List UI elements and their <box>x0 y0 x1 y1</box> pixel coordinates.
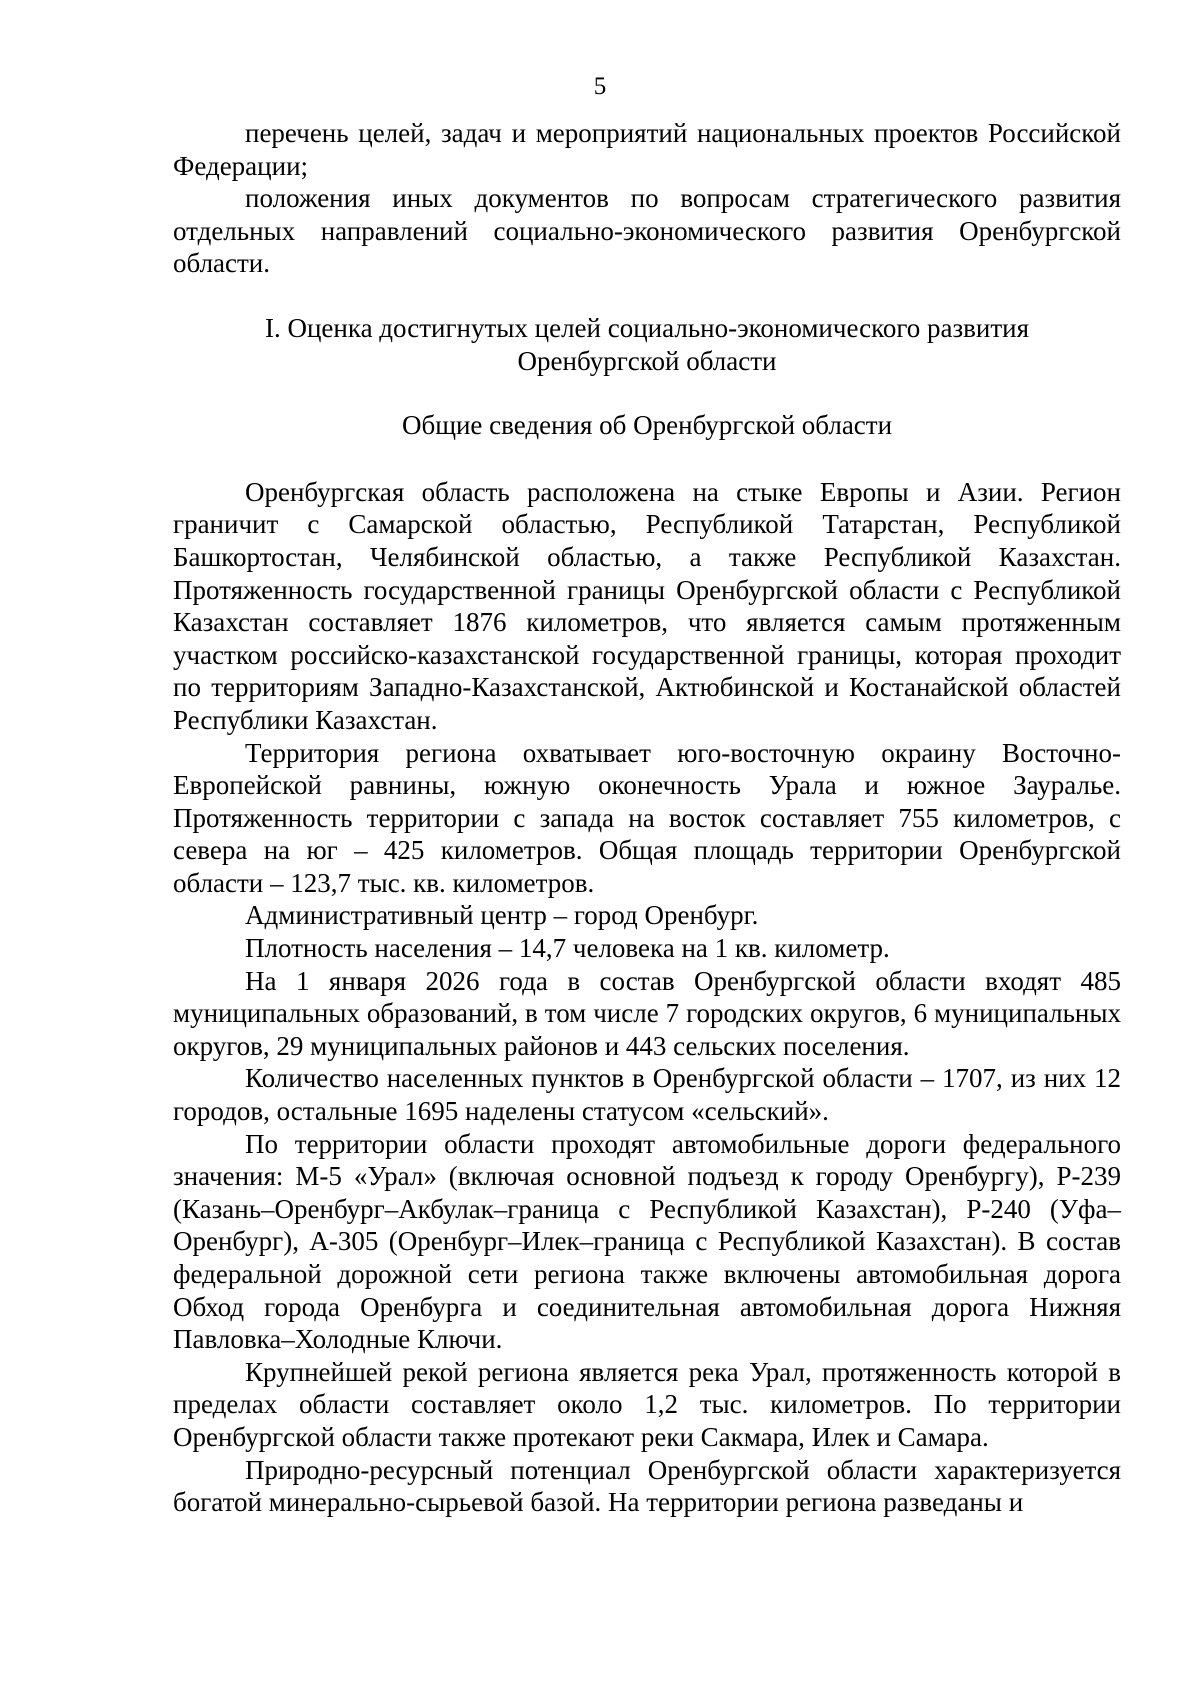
body-paragraph-density: Плотность населения – 14,7 человека на 1 кв. километр. <box>245 933 890 964</box>
body-paragraph-territory: Территория региона охватывает юго-восточную окраину Восточно-Европейской равнины, южную оконечность Урала и южное Зауралье. Протяженность территории с запада на восток составляет 755 километров, с севера на юг – 425 километров. Общая площадь территории Оренбургской области – 123,7 тыс. кв. километров. <box>173 737 1121 898</box>
body-paragraph-geography: Оренбургская область расположена на стыке Европы и Азии. Регион граничит с Самарской областью, Республикой Татарстан, Республикой Башкортостан, Челябинской областью, а также Республикой Казахстан. Протяженность государственной границы Оренбургской области с Республикой Казахстан составляет 1876 километров, что является самым протяженным участком российско-казахстанской государственной границы, которая проходит по территориям Западно-Казахстанской, Актюбинской и Костанайской областей Республики Казахстан. <box>173 476 1121 735</box>
spacer <box>173 442 1121 476</box>
page-number: 5 <box>593 73 607 100</box>
body-paragraph-settlements: Количество населенных пунктов в Оренбургской области – 1707, из них 12 городов, остальные 1695 наделены статусом «сельский». <box>173 1063 1121 1127</box>
subsection-heading: Общие сведения об Оренбургской области <box>401 410 893 441</box>
section-heading-line-2: Оренбургской области <box>517 345 777 376</box>
spacer <box>173 280 1121 312</box>
body-paragraph-roads: По территории области проходят автомобильные дороги федерального значения: М-5 «Урал» (включая основной подъезд к городу Оренбургу), Р-239 (Казань–Оренбург–Акбулак–граница с Республикой Казахстан), Р-240 (Уфа–Оренбург), А-305 (Оренбург–Илек–граница с Республикой Казахстан). В состав федеральной дорожной сети региона также включены автомобильная дорога Обход города Оренбурга и соединительная автомобильная дорога Нижняя Павловка–Холодные Ключи. <box>173 1128 1121 1355</box>
body-paragraph-admin-center: Административный центр – город Оренбург. <box>245 900 759 931</box>
body-paragraph-rivers: Крупнейшей рекой региона является река Урал, протяженность которой в пределах области составляет около 1,2 тыс. километров. По территории Оренбургской области также протекают реки Сакмара, Илек и Самара. <box>173 1356 1121 1452</box>
body-paragraph-resources: Природно-ресурсный потенциал Оренбургской области характеризуется богатой минерально-сырьевой базой. На территории региона разведаны и <box>173 1454 1121 1518</box>
body-paragraph-municipalities: На 1 января 2026 года в состав Оренбургской области входят 485 муниципальных образований, в том числе 7 городских округов, 6 муниципальных округов, 29 муниципальных районов и 443 сельских поселения. <box>173 965 1121 1061</box>
intro-paragraph-2: положения иных документов по вопросам стратегического развития отдельных направлений социально-экономического развития Оренбургской области. <box>173 183 1121 279</box>
spacer <box>173 377 1121 409</box>
document-body <box>173 117 1121 1519</box>
intro-paragraph-1: перечень целей, задач и мероприятий национальных проектов Российской Федерации; <box>173 118 1121 181</box>
section-heading-line-1: I. Оценка достигнутых целей социально-экономического развития <box>264 312 1030 343</box>
